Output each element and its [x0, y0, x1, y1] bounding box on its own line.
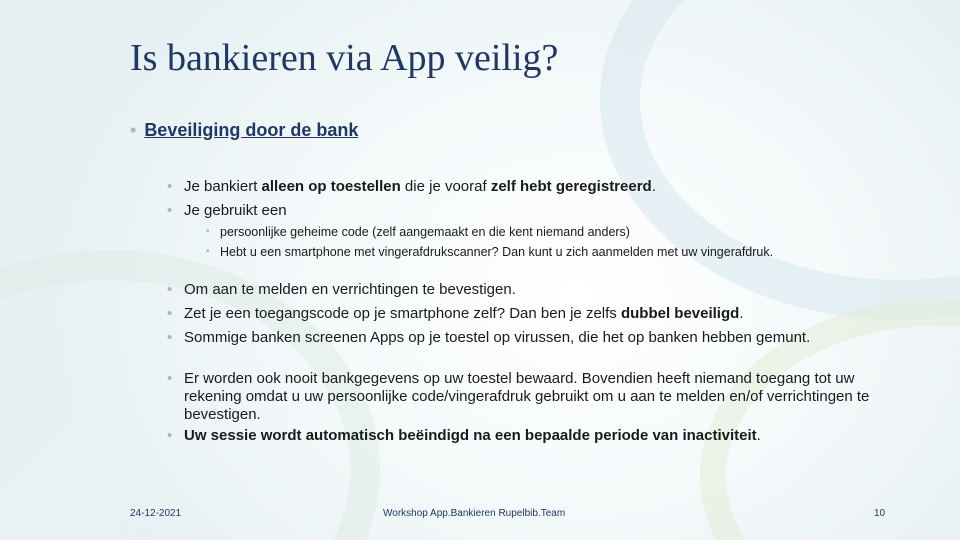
- bullet-icon: •: [167, 305, 173, 322]
- bullet-icon: •: [167, 370, 173, 387]
- bullet-icon: •: [167, 329, 173, 346]
- text: .: [756, 427, 761, 444]
- bullet-icon: •: [167, 202, 173, 219]
- text: persoonlijke geheime code (zelf aangemaakt en die kent niemand anders): [220, 225, 630, 239]
- bullet-icon: •: [167, 427, 173, 444]
- text: .: [651, 178, 656, 195]
- footer-date: 24-12-2021: [130, 508, 182, 519]
- footer-title: Workshop App.Bankieren Rupelbib.Team: [383, 508, 566, 519]
- text: Zet je een toegangscode op je smartphone zelf? Dan ben je zelfs: [184, 305, 621, 322]
- text: die je vooraf: [400, 178, 491, 195]
- bold-text: Uw sessie wordt automatisch beëindigd na een bepaalde periode van inactiviteit: [184, 427, 757, 444]
- heading-text: Beveiliging door de bank: [144, 120, 359, 140]
- bullet-icon: •: [206, 246, 210, 257]
- text: Om aan te melden en verrichtingen te bevestigen.: [184, 281, 516, 298]
- text: Hebt u een smartphone met vingerafdrukscanner? Dan kunt u zich aanmelden met uw vingerafdruk.: [220, 245, 774, 259]
- bold-text: alleen op toestellen: [261, 178, 401, 195]
- text: Sommige banken screenen Apps op je toestel op virussen, die het op banken hebben gemunt.: [184, 329, 811, 346]
- slide-title: Is bankieren via App veilig?: [130, 37, 559, 79]
- heading-bullet: [130, 120, 358, 141]
- page-number: 10: [874, 508, 886, 519]
- bullet-icon: •: [167, 178, 173, 195]
- background-swoosh: [600, 0, 960, 320]
- bold-text: zelf hebt geregistreerd: [490, 178, 652, 195]
- text: Je gebruikt een: [184, 202, 287, 219]
- text: .: [739, 305, 744, 322]
- bold-text: dubbel beveiligd: [620, 305, 740, 322]
- bullet-icon: •: [167, 281, 173, 298]
- text: Er worden ook nooit bankgegevens op uw toestel bewaard. Bovendien heeft niemand toegang tot uw rekening omdat u uw persoonlijke code/vingerafdruk gebruikt om u aan te melden en/of verrichtingen te bevestigen.: [184, 370, 870, 423]
- text: Je bankiert: [184, 178, 262, 195]
- bullet-icon: •: [206, 226, 210, 237]
- bullet-icon: •: [130, 120, 137, 140]
